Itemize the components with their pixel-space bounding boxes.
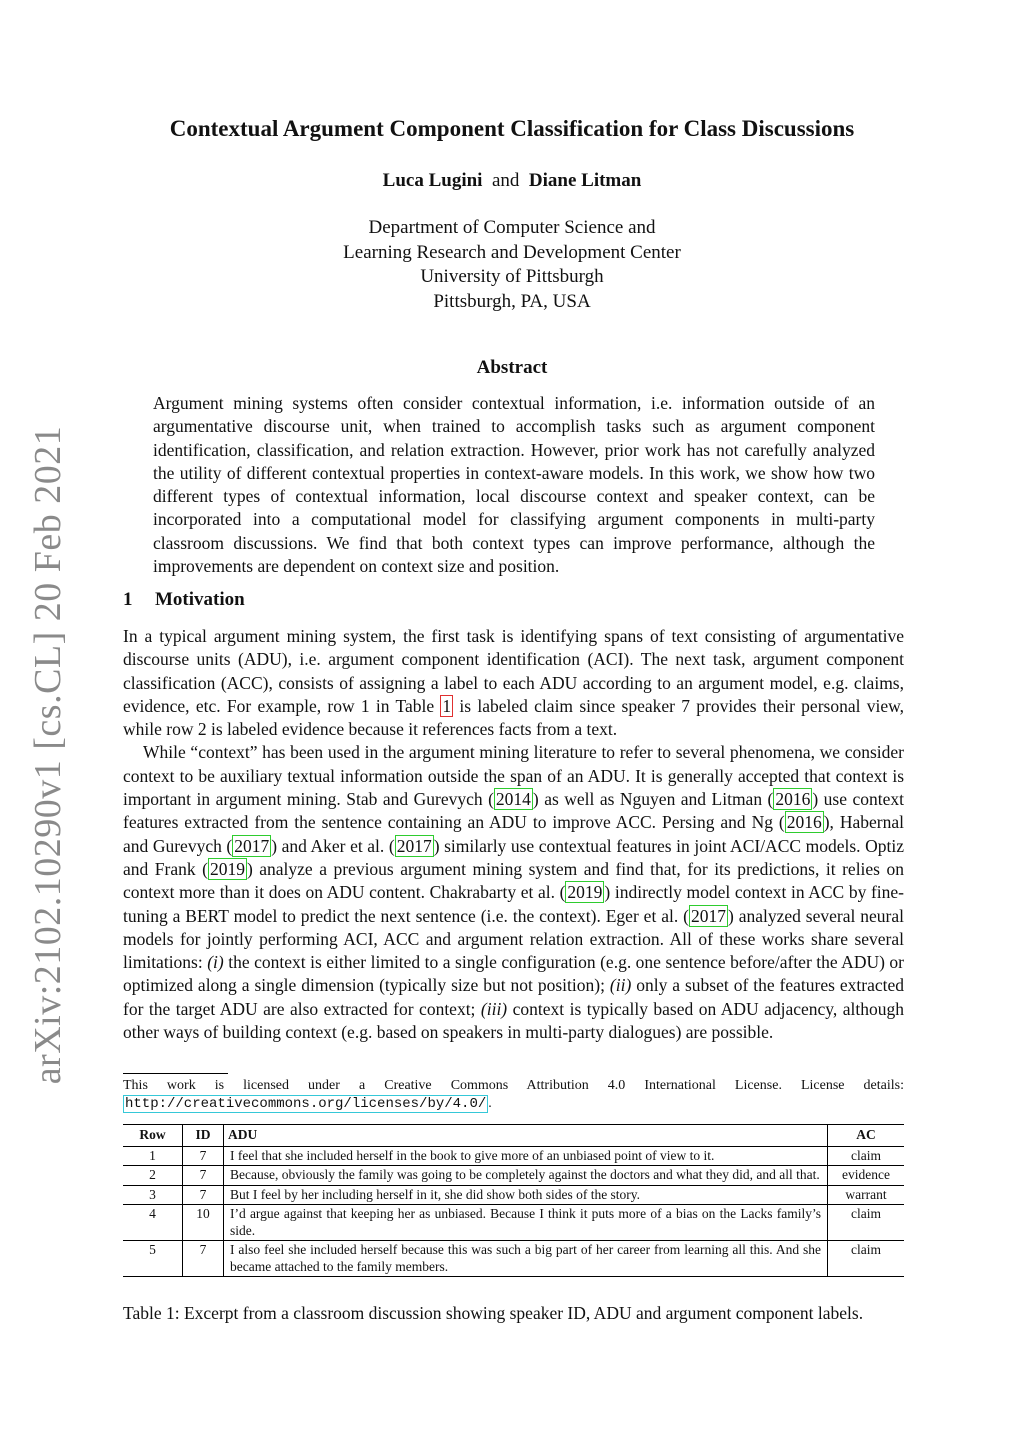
section-title: Motivation (155, 589, 245, 610)
table-row (123, 1185, 904, 1205)
cell-row: 2 (123, 1166, 183, 1186)
footnote-text: This work is licensed under a Creative Commons Attribution 4.0 International License. License details: (123, 1078, 904, 1093)
text-run: In a typical argument mining system, the first task is identifying spans of text consisting of argumentative discourse units (ADU), i.e. argument component identification (ACI). The next task, argument component classification (ACC), consists of assigning a label to each ADU according to an argument model, e.g. claims, evidence, etc. For example, row 1 in Table (123, 626, 904, 716)
cell-adu: I feel that she included herself in the book to give more of an unbiased point of view to it. (224, 1146, 828, 1166)
table-row (123, 1146, 904, 1166)
cell-id: 10 (183, 1205, 224, 1241)
header-id: ID (183, 1125, 224, 1147)
citation-link[interactable]: 2019 (567, 882, 603, 903)
text-run: ) analyze a previous argument mining system and find that, for its predictions, it relies on context more than it does on ADU content. Chakrabarty et al. ( (123, 858, 904, 903)
footnote-end: . (488, 1095, 492, 1111)
citation-link[interactable]: 2017 (690, 905, 726, 926)
table-ref-link[interactable]: 1 (442, 695, 452, 716)
text-run: ) as well as Nguyen and Litman ( (532, 789, 774, 810)
cell-ac: claim (828, 1241, 905, 1277)
cell-ac: claim (828, 1205, 905, 1241)
cell-adu: I also feel she included herself because this was such a big part of her career from learning all this. And she became attached to the family members. (224, 1241, 828, 1277)
example-table (123, 1124, 904, 1277)
affiliation-line: Learning Research and Development Center (343, 241, 681, 263)
italic-marker: (ii) (609, 975, 632, 996)
text-run: While “context” has been used in the argument mining literature to refer to several phenomena, we consider context to be auxiliary textual information outside the span of an ADU. It is generally accepted that context is important in argument mining. Stab and Gurevych ( (123, 742, 904, 810)
italic-marker: (iii) (480, 998, 508, 1019)
table-row (123, 1241, 904, 1277)
author-1: Luca Lugini (382, 170, 483, 191)
affiliation-line: Pittsburgh, PA, USA (433, 290, 591, 312)
citation-link[interactable]: 2016 (786, 812, 822, 833)
citation-link[interactable]: 2019 (209, 858, 245, 879)
citation-link[interactable]: 2016 (775, 789, 811, 810)
citation-link[interactable]: 2014 (495, 789, 531, 810)
arxiv-stamp (22, 425, 74, 1085)
body-text (123, 625, 904, 1044)
table-header-row (123, 1125, 904, 1147)
italic-marker: (i) (207, 952, 224, 973)
cell-ac: claim (828, 1146, 905, 1166)
text-run: ) use context features extracted from the sentence containing an ADU to improve ACC. Persing and Ng ( (123, 789, 904, 833)
arxiv-stamp-text: arXiv:2102.10290v1 [cs.CL] 20 Feb 2021 (27, 425, 69, 1085)
affiliation-line: Department of Computer Science and (368, 217, 656, 238)
text-run: ) similarly use contextual features in joint ACI/ACC models. Optiz and Frank ( (123, 835, 904, 879)
cell-ac: warrant (828, 1185, 905, 1205)
cell-id: 7 (183, 1185, 224, 1205)
section-heading (123, 589, 245, 611)
affiliation (0, 216, 1024, 314)
cell-adu: Because, obviously the family was going to be completely against the doctors and what they did, and all that. (224, 1166, 828, 1186)
license-url-link[interactable]: http://creativecommons.org/licenses/by/4.0/ (125, 1095, 487, 1112)
authors (0, 170, 1024, 192)
paragraph-1 (123, 625, 904, 741)
author-2: Diane Litman (528, 170, 642, 191)
text-run: ) and Aker et al. ( (271, 835, 395, 856)
cell-id: 7 (183, 1241, 224, 1277)
cell-ac: evidence (828, 1166, 905, 1186)
cell-adu: I’d argue against that keeping her as unbiased. Because I think it puts more of a bias on the Lacks family’s side. (224, 1205, 828, 1241)
footnote (123, 1077, 904, 1113)
table-row (123, 1166, 904, 1186)
header-adu: ADU (224, 1125, 828, 1147)
text-run: the context is either limited to a single configuration (e.g. one sentence before/after the ADU) or optimized along a single dimension (typically size but not position); (123, 952, 904, 996)
text-run: only a subset of the features extracted for the target ADU are also extracted for context; (123, 975, 904, 1019)
text-run: ), Habernal and Gurevych ( (123, 812, 904, 856)
table-caption: Table 1: Excerpt from a classroom discussion showing speaker ID, ADU and argument component labels. (123, 1303, 864, 1323)
author-and: and (491, 170, 520, 191)
footnote-rule (123, 1073, 228, 1074)
abstract-heading: Abstract (476, 357, 548, 378)
section-number: 1 (123, 589, 133, 610)
paragraph-2 (123, 741, 904, 1044)
table-row (123, 1205, 904, 1241)
cell-row: 4 (123, 1205, 183, 1241)
text-run: ) analyzed several neural models for jointly performing ACI, ACC and argument relation extraction. All of these works share several limitations: (123, 905, 904, 973)
cell-adu: But I feel by her including herself in it, she did show both sides of the story. (224, 1185, 828, 1205)
cell-id: 7 (183, 1146, 224, 1166)
cell-row: 5 (123, 1241, 183, 1277)
citation-link[interactable]: 2017 (396, 835, 432, 856)
citation-link[interactable]: 2017 (234, 835, 270, 856)
cell-row: 3 (123, 1185, 183, 1205)
affiliation-line: University of Pittsburgh (420, 266, 604, 287)
cell-row: 1 (123, 1146, 183, 1166)
paper-title: Contextual Argument Component Classification for Class Discussions (169, 116, 855, 141)
cell-id: 7 (183, 1166, 224, 1186)
header-ac: AC (828, 1125, 905, 1147)
text-run: context is typically based on ADU adjacency, although other ways of building context (e.g. based on speakers in multi-party dialogues) are possible. (123, 998, 904, 1043)
text-run: ) indirectly model context in ACC by fine-tuning a BERT model to predict the next sentence (i.e. the context). Eger et al. ( (123, 882, 904, 926)
header-row: Row (123, 1125, 183, 1147)
text-run: is labeled claim since speaker 7 provides their personal view, while row 2 is labeled evidence because it references facts from a text. (123, 695, 905, 740)
abstract-text: Argument mining systems often consider contextual information, i.e. information outside of an argumentative discourse unit, when trained to accomplish tasks such as argument component identification, classification, and relation extraction. However, prior work has not carefully analyzed the utility of different contextual properties in context-aware models. In this work, we show how two different types of contextual information, local discourse context and speaker context, can be incorporated into a computational model for classifying argument components in multi-party classroom discussions. We find that both context types can improve performance, although the improvements are dependent on context size and position. (153, 393, 875, 577)
